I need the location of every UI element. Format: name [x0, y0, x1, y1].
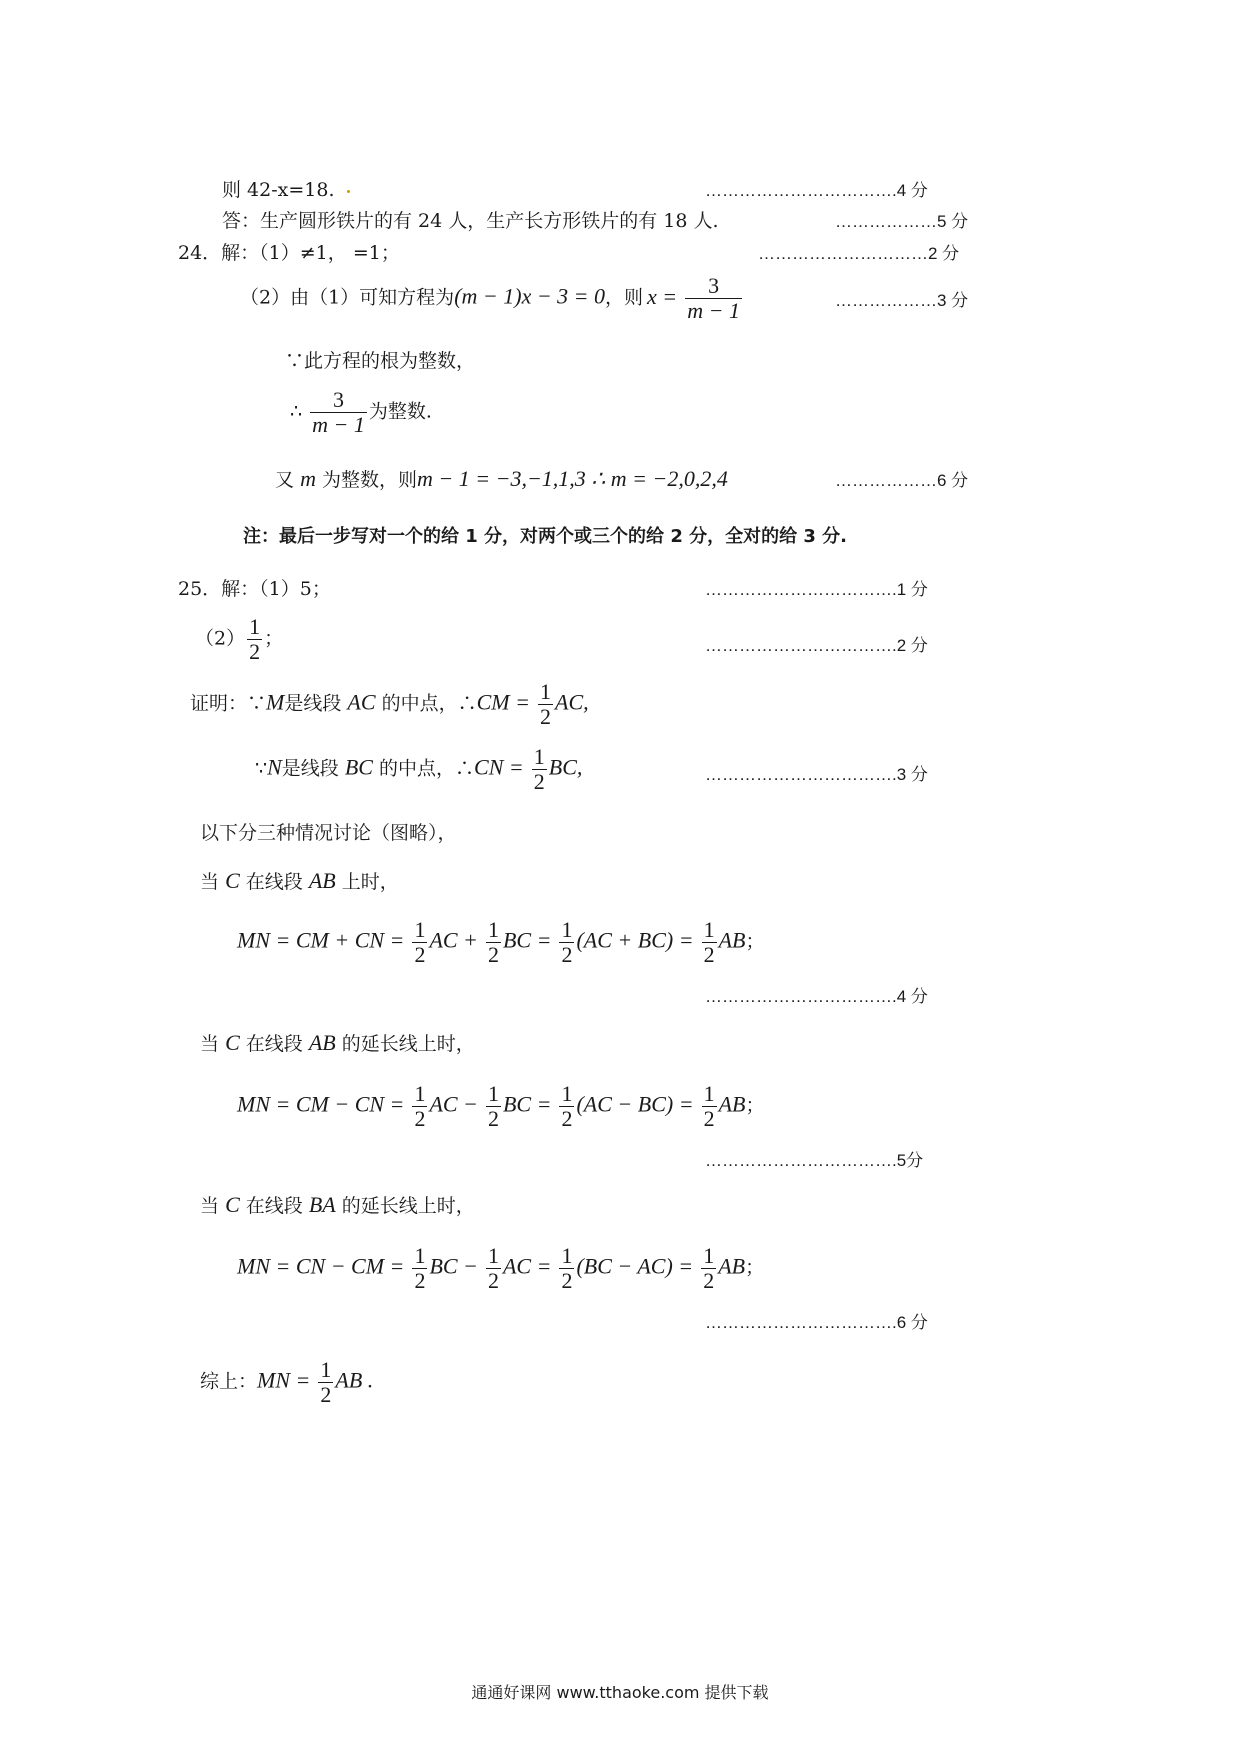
- fraction-half: $\frac{1}{2}$: [540, 679, 551, 729]
- score-5b: …………………………….5分: [705, 1151, 924, 1170]
- score-6: ………………6 分: [835, 471, 969, 490]
- score-4b: …………………………….4 分: [705, 987, 928, 1006]
- fraction-half: $\frac{1}{2}$: [414, 917, 426, 967]
- case-3-line: 当 C 在线段 BA 的延长线上时，: [200, 1192, 475, 1217]
- equation: (m − 1)x − 3 = 0: [454, 283, 606, 309]
- fraction-half: $\frac{1}{2}$: [703, 1243, 715, 1293]
- fraction-half: $\frac{1}{2}$: [414, 1081, 426, 1131]
- case-2-equation: MN = CM − CN = $\frac{1}{2}$ AC − $\frac{1}{2}$ BC = $\frac{1}{2}$ (AC − BC) = $\frac{1}{2}$ AB；: [237, 1081, 765, 1131]
- since-n-line: ∵N是线段 BC 的中点，∴CN = $\frac{1}{2}$ BC,: [255, 744, 583, 794]
- case-1-equation: MN = CM + CN = $\frac{1}{2}$ AC + $\frac{1}{2}$ BC = $\frac{1}{2}$ (AC + BC) = $\frac{1}{2}$ AB；: [237, 917, 765, 967]
- fraction-half: $\frac{1}{2}$: [561, 1243, 573, 1293]
- text-line-1: [222, 177, 350, 203]
- fraction-3-over-m-1: $\frac{3}{m - 1}$: [687, 273, 740, 323]
- discuss-line: 以下分三种情况讨论（图略），: [200, 822, 457, 844]
- q24-since: ∵此方程的根为整数，: [285, 350, 476, 372]
- fraction-half: $\frac{1}{2}$: [487, 1081, 499, 1131]
- scoring-note: 注：最后一步写对一个的给 1 分，对两个或三个的给 2 分，全对的给 3 分.: [243, 526, 848, 547]
- fraction-half: $\frac{1}{2}$: [703, 1081, 715, 1131]
- case-3-equation: MN = CN − CM = $\frac{1}{2}$ BC − $\frac{1}{2}$ AC = $\frac{1}{2}$ (BC − AC) = $\frac{1}{2}$ AB；: [237, 1243, 765, 1293]
- stray-dot: [347, 190, 350, 193]
- fraction-half: $\frac{1}{2}$: [561, 1081, 573, 1131]
- q25-header: 25．解：（1）5；: [178, 578, 331, 600]
- fraction-half: $\frac{1}{2}$: [487, 1243, 499, 1293]
- q24-part2: （2）由（1）可知方程为(m − 1)x − 3 = 0，则 x = $\frac{3}{m - 1}$: [240, 273, 740, 323]
- fraction-half: $\frac{1}{2}$: [320, 1357, 332, 1407]
- fraction-half: $\frac{1}{2}$: [249, 614, 261, 664]
- fraction-half: $\frac{1}{2}$: [487, 917, 499, 967]
- fraction-half: $\frac{1}{2}$: [561, 917, 573, 967]
- proof-line: 证明：∵M是线段 AC 的中点，∴CM = $\frac{1}{2}$ AC,: [190, 679, 589, 729]
- answer-line: 答：生产圆形铁片的有 24 人，生产长方形铁片的有 18 人.: [222, 210, 719, 232]
- fraction-half: $\frac{1}{2}$: [414, 1243, 426, 1293]
- conclusion-line: 综上：MN = $\frac{1}{2}$ AB .: [200, 1357, 374, 1407]
- q25-part2: （2） $\frac{1}{2}$ ；: [195, 614, 284, 664]
- score-6b: …………………………….6 分: [705, 1313, 928, 1332]
- score-4: …………………………….4 分: [705, 181, 928, 200]
- case-1-line: 当 C 在线段 AB 上时，: [200, 868, 399, 893]
- line-1-text: 则 42-x=18.: [222, 179, 335, 201]
- score-2b: …………………………….2 分: [705, 636, 928, 655]
- page-footer: 通通好课网 www.tthaoke.com 提供下载: [471, 1683, 769, 1702]
- score-1: …………………………….1 分: [705, 580, 928, 599]
- q24-header: 24．解：（1）≠1， =1；: [178, 242, 400, 264]
- fraction-half: $\frac{1}{2}$: [533, 744, 545, 794]
- score-2: …………………………2 分: [758, 244, 960, 263]
- fraction-3-over-m-1b: $\frac{3}{m - 1}$: [312, 387, 365, 437]
- case-2-line: 当 C 在线段 AB 的延长线上时，: [200, 1030, 475, 1055]
- score-5: ………………5 分: [835, 212, 969, 231]
- score-3: ………………3 分: [835, 291, 969, 310]
- q24-therefore: ∴ $\frac{3}{m - 1}$ 为整数.: [290, 387, 432, 437]
- fraction-half: $\frac{1}{2}$: [703, 917, 715, 967]
- score-3b: …………………………….3 分: [705, 765, 928, 784]
- q24-also: 又 m 为整数，则m − 1 = −3,−1,1,3 ∴ m = −2,0,2,4: [275, 466, 728, 491]
